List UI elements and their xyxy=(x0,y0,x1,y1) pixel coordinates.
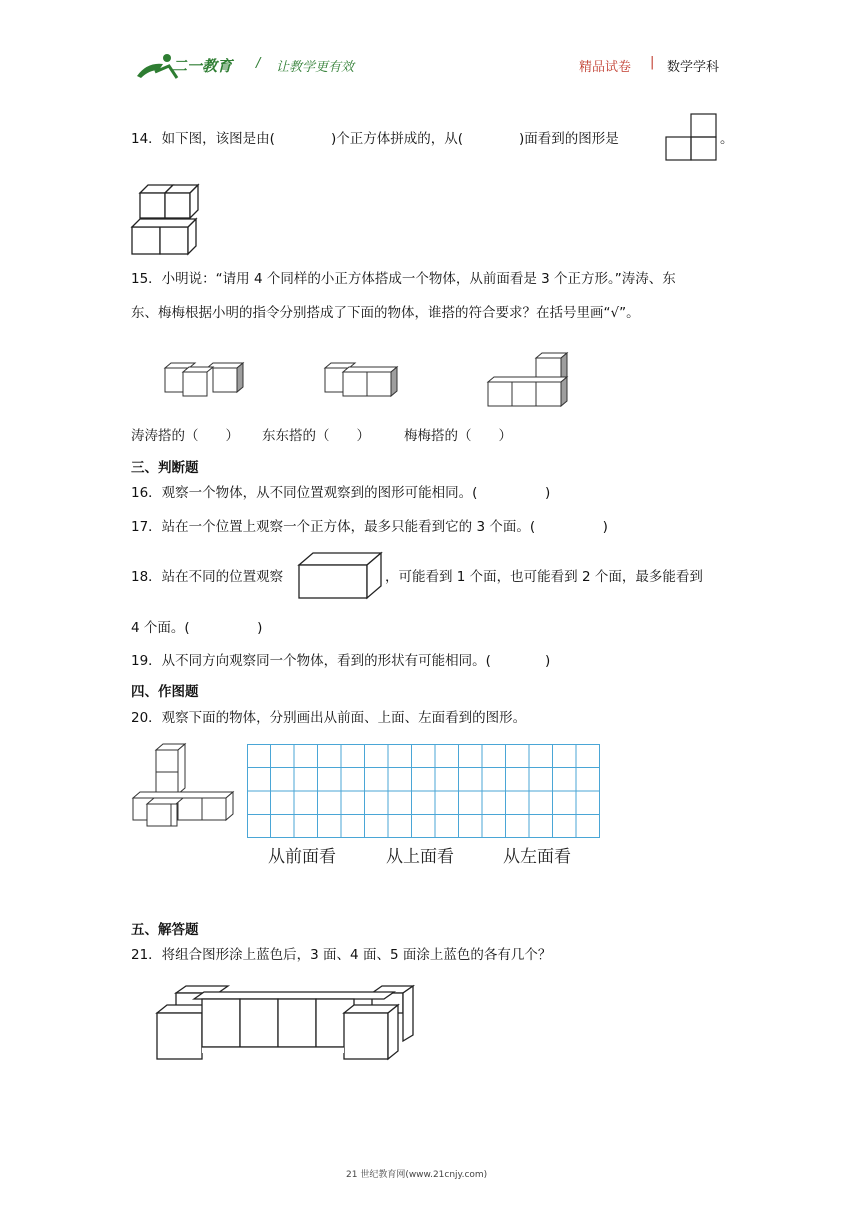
q15-answer-tao: 涛涛搭的（ ） xyxy=(131,428,239,444)
q14-part3: )面看到的图形是 xyxy=(519,131,619,147)
q18-cuboid-figure xyxy=(297,551,389,601)
page-footer: 21 世纪教育网(www.21cnjy.com) xyxy=(346,1170,488,1180)
q18-line2: 4 个面。( ) xyxy=(131,620,263,636)
drawing-grid[interactable] xyxy=(247,744,601,840)
q20-cube-figure xyxy=(130,742,240,832)
q14-text xyxy=(131,129,619,149)
header-separator: | xyxy=(650,55,655,70)
label-front-view: 从前面看 xyxy=(268,847,336,867)
header-label-premium: 精品试卷 xyxy=(579,60,632,75)
mei-cube-figure xyxy=(487,352,577,412)
section-5-title: 五、解答题 xyxy=(131,922,199,938)
q16-text: 16．观察一个物体，从不同位置观察到的图形可能相同。( ) xyxy=(131,485,551,501)
q15-line2: 东、梅梅根据小明的指令分别搭成了下面的物体，谁搭的符合要求？在括号里画“√”。 xyxy=(131,305,640,321)
label-top-view: 从上面看 xyxy=(386,847,454,867)
q18-part1: 18．站在不同的位置观察 xyxy=(131,569,284,585)
header-subject: 数学学科 xyxy=(667,60,720,75)
q20-text: 20．观察下面的物体，分别画出从前面、上面、左面看到的图形。 xyxy=(131,710,527,726)
q14-cube-figure xyxy=(130,183,210,263)
label-left-view: 从左面看 xyxy=(503,847,571,867)
q18-part2: ，可能看到 1 个面，也可能看到 2 个面，最多能看到 xyxy=(385,569,703,585)
section-3-title: 三、判断题 xyxy=(131,460,199,476)
section-4-title: 四、作图题 xyxy=(131,684,199,700)
slogan: 让教学更有效 xyxy=(276,60,355,75)
q21-cube-figure xyxy=(154,985,424,1065)
q15-answer-dong: 东东搭的（ ） xyxy=(262,428,370,444)
page-header xyxy=(0,0,860,100)
logo-text: 二一教育 xyxy=(172,57,233,75)
tao-cube-figure xyxy=(163,362,253,402)
slogan-separator: / xyxy=(256,56,261,71)
q21-text: 21．将组合图形涂上蓝色后，3 面、4 面、5 面涂上蓝色的各有几个？ xyxy=(131,947,552,963)
q14-part2: )个正方体拼成的，从( xyxy=(330,131,463,147)
q15-answer-mei: 梅梅搭的（ ） xyxy=(404,428,512,444)
q15-line1: 15．小明说：“请用 4 个同样的小正方体搭成一个物体，从前面看是 3 个正方形。”涛涛、东 xyxy=(131,271,676,287)
q14-part1: 14．如下图，该图是由( xyxy=(131,131,275,147)
q17-text: 17．站在一个位置上观察一个正方体，最多只能看到它的 3 个面。( ) xyxy=(131,519,608,535)
q14-end: 。 xyxy=(720,131,734,147)
q19-text: 19．从不同方向观察同一个物体，看到的形状有可能相同。( ) xyxy=(131,653,551,669)
q14-view-figure xyxy=(664,113,724,165)
dong-cube-figure xyxy=(323,362,413,402)
